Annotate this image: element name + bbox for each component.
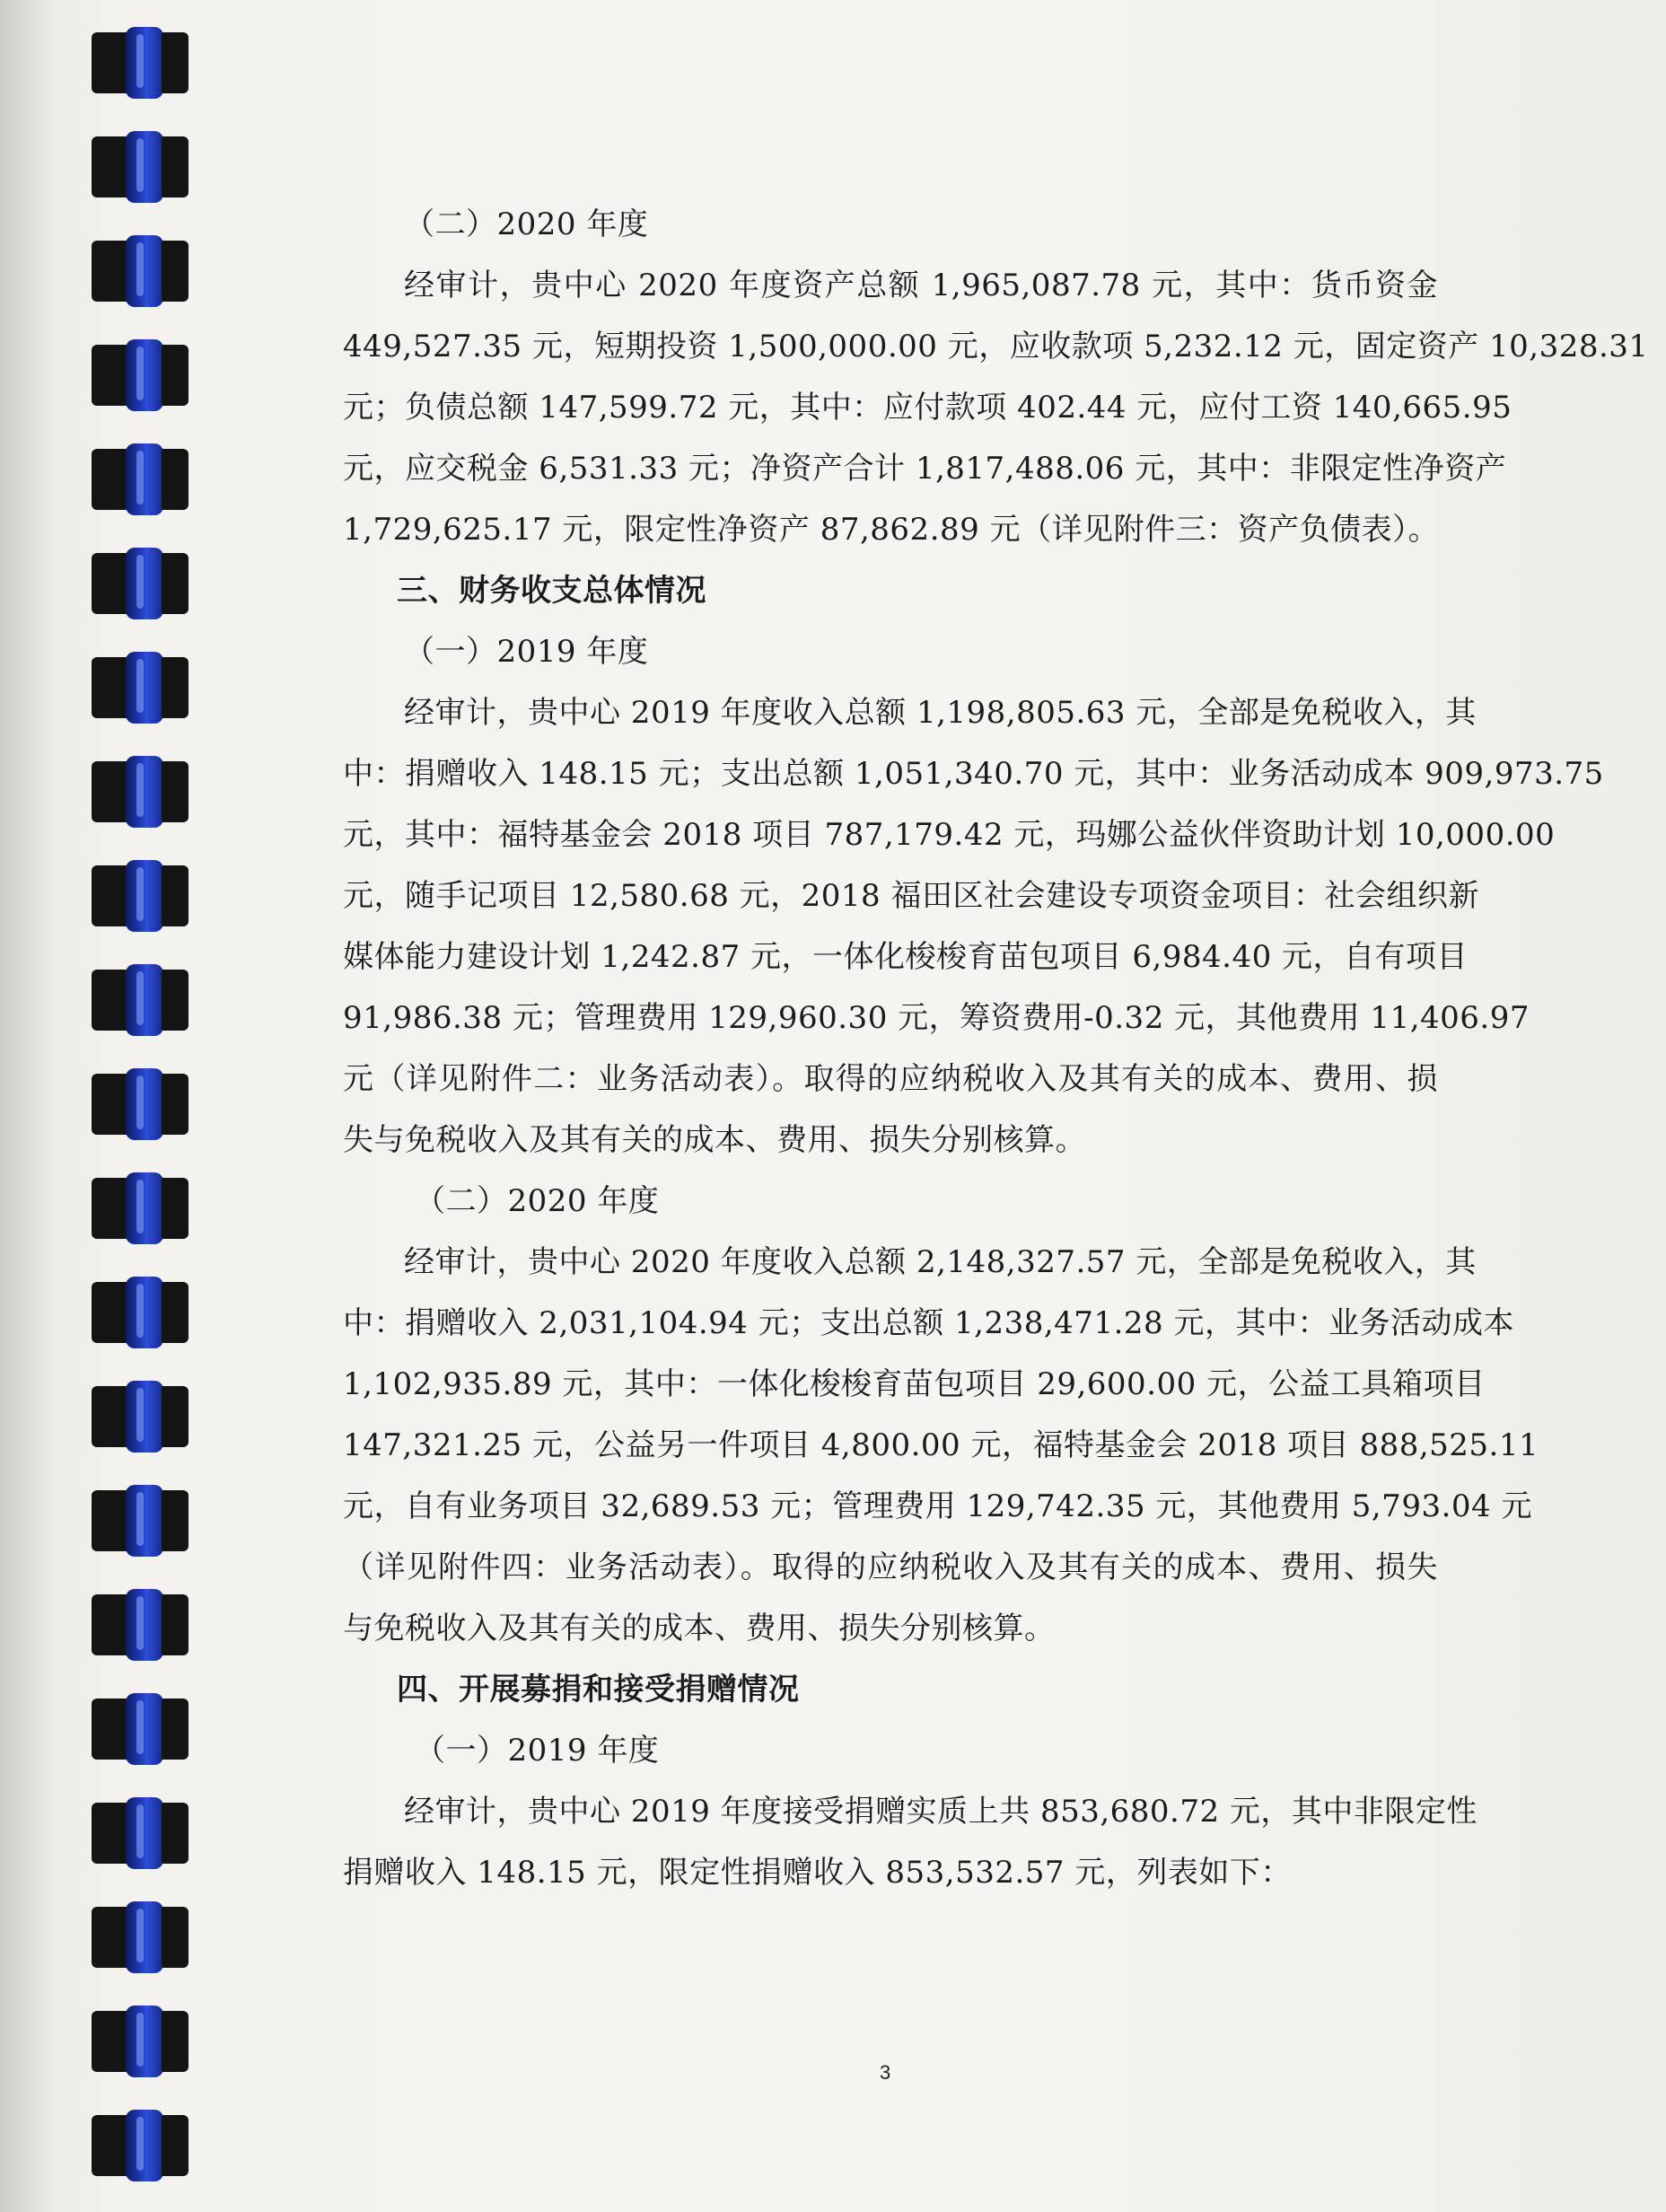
paragraph-line: 捐赠收入 148.15 元，限定性捐赠收入 853,532.57 元，列表如下： [343,1855,1292,1891]
paragraph-line: 元，自有业务项目 32,689.53 元；管理费用 129,742.35 元，其他费用 5,793.04 元 [343,1488,1532,1524]
paragraph-line: 经审计，贵中心 2019 年度接受捐赠实质上共 853,680.72 元，其中非限定性 [404,1794,1477,1830]
paragraph-line: 元（详见附件二：业务活动表）。取得的应纳税收入及其有关的成本、费用、损 [343,1061,1438,1097]
binding-ring [83,1693,208,1765]
paragraph-line: 失与免税收入及其有关的成本、费用、损失分别核算。 [343,1122,1086,1158]
subsection-heading-2019: （一）2019 年度 [404,634,649,670]
paragraph-line: 中：捐赠收入 148.15 元；支出总额 1,051,340.70 元，其中：业务活动成本 909,973.75 [343,756,1604,792]
section-heading-2020-assets: （二）2020 年度 [404,206,649,242]
section-heading-donations: 四、开展募捐和接受捐赠情况 [397,1672,800,1707]
paragraph-line: 与免税收入及其有关的成本、费用、损失分别核算。 [343,1611,1056,1646]
binding-ring [83,1797,208,1869]
paragraph-line: 449,527.35 元，短期投资 1,500,000.00 元，应收款项 5,232.12 元，固定资产 10,328.31 [343,329,1649,364]
paragraph-line: 元，应交税金 6,531.33 元；净资产合计 1,817,488.06 元，其中：非限定性净资产 [343,451,1507,487]
binding-ring [83,1277,208,1348]
paragraph-line: 元，其中：福特基金会 2018 项目 787,179.42 元，玛娜公益伙伴资助计划 10,000.00 [343,817,1556,853]
binding-ring [83,1381,208,1453]
binding-ring [83,443,208,515]
binding-spine [63,0,206,2212]
binding-ring [83,548,208,619]
binding-ring [83,27,208,99]
page-number: 3 [880,2061,891,2084]
paragraph-line: 91,986.38 元；管理费用 129,960.30 元，筹资费用-0.32 元，其他费用 11,406.97 [343,1000,1530,1036]
paragraph-line: 经审计，贵中心 2019 年度收入总额 1,198,805.63 元，全部是免税收入，其 [404,695,1477,731]
subsection-heading-2020: （二）2020 年度 [415,1183,660,1219]
binding-ring [83,1485,208,1557]
section-heading-finance: 三、财务收支总体情况 [397,573,706,609]
binding-ring [83,339,208,411]
binding-ring [83,131,208,203]
paragraph-line: （详见附件四：业务活动表）。取得的应纳税收入及其有关的成本、费用、损失 [343,1549,1438,1585]
paragraph-line: 1,729,625.17 元，限定性净资产 87,862.89 元（详见附件三：资产负债表）。 [343,512,1440,548]
binding-ring [83,964,208,1036]
binding-ring [83,1172,208,1244]
paragraph-line: 中：捐赠收入 2,031,104.94 元；支出总额 1,238,471.28 元，其中：业务活动成本 [343,1305,1514,1341]
paragraph-line: 元，随手记项目 12,580.68 元，2018 福田区社会建设专项资金项目：社会组织新 [343,878,1479,914]
paragraph-line: 元；负债总额 147,599.72 元，其中：应付款项 402.44 元，应付工资 140,665.95 [343,390,1513,426]
paragraph-line: 147,321.25 元，公益另一件项目 4,800.00 元，福特基金会 2018 项目 888,525.11 [343,1427,1539,1463]
binding-ring [83,652,208,724]
binding-ring [83,1589,208,1661]
binding-ring [83,1068,208,1140]
binding-ring [83,860,208,932]
binding-ring [83,2110,208,2181]
paragraph-line: 1,102,935.89 元，其中：一体化梭梭育苗包项目 29,600.00 元，公益工具箱项目 [343,1366,1486,1402]
paragraph-line: 经审计，贵中心 2020 年度收入总额 2,148,327.57 元，全部是免税收入，其 [404,1244,1477,1280]
binding-ring [83,1901,208,1973]
page-edge-shadow [0,0,54,2212]
paragraph-line: 经审计，贵中心 2020 年度资产总额 1,965,087.78 元，其中：货币资金 [404,268,1438,303]
paragraph-line: 媒体能力建设计划 1,242.87 元，一体化梭梭育苗包项目 6,984.40 元，自有项目 [343,939,1469,975]
subsection-heading-2019-donations: （一）2019 年度 [415,1733,660,1769]
binding-ring [83,756,208,828]
binding-ring [83,2006,208,2077]
binding-ring [83,235,208,307]
